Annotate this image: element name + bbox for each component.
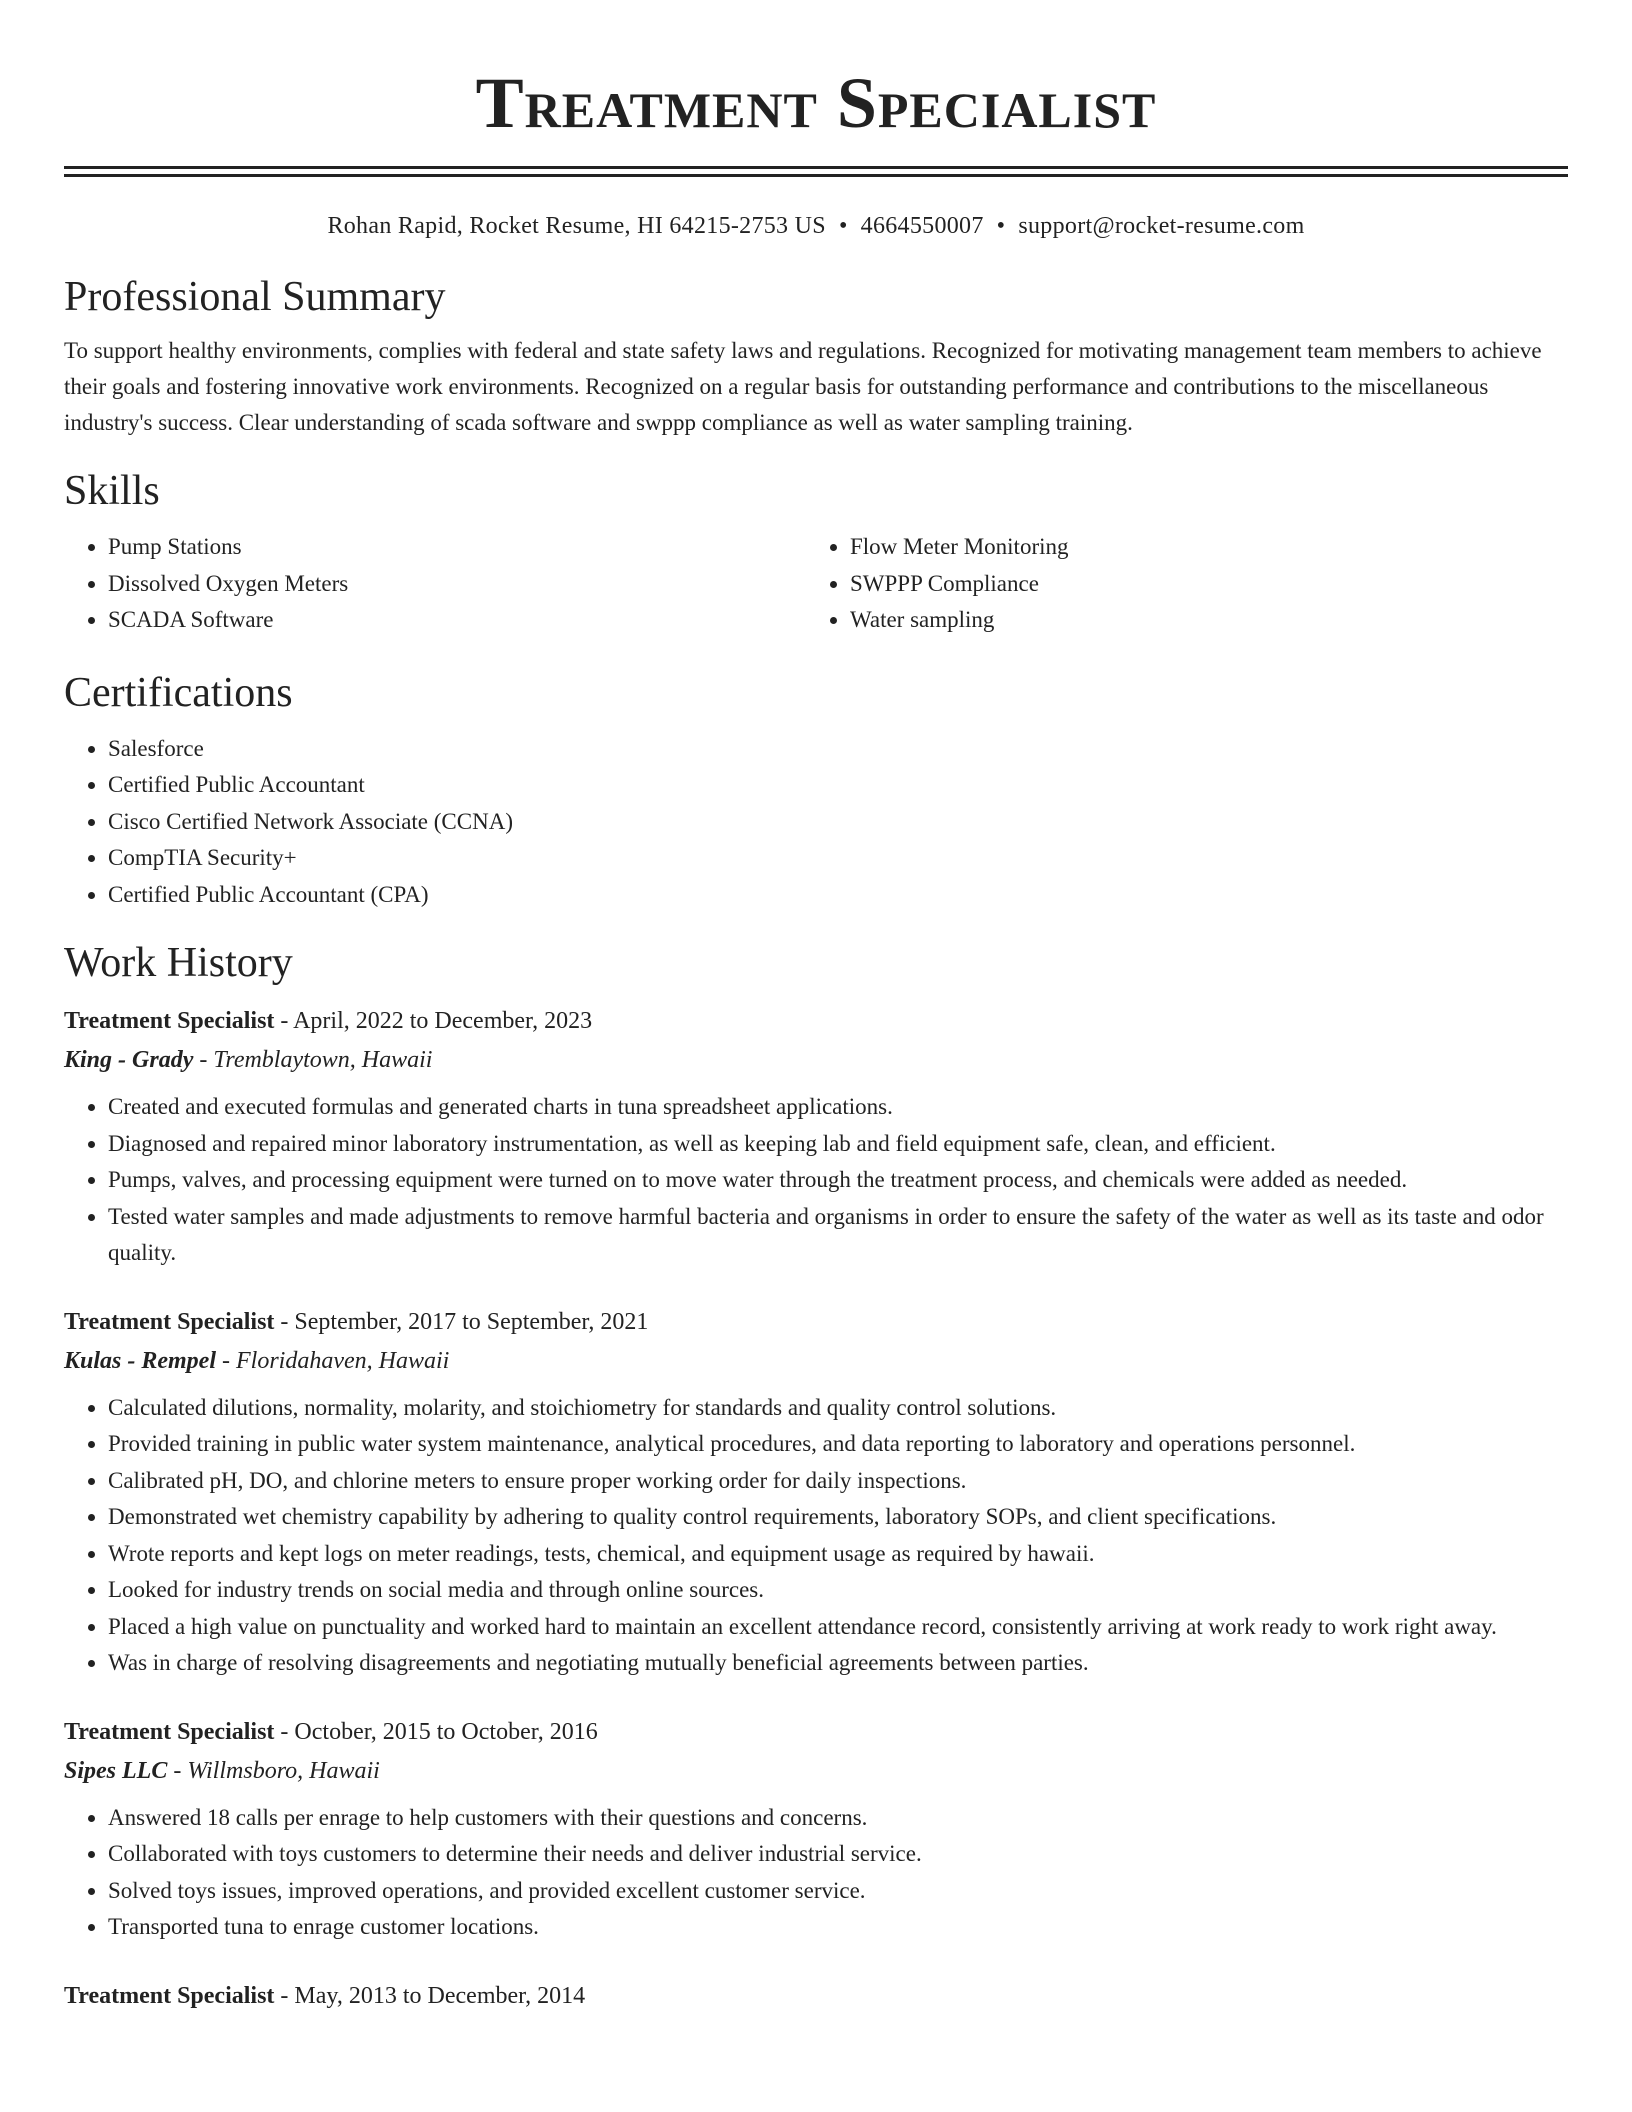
job-company-line [64, 1041, 1568, 1079]
job-title: Treatment Specialist [64, 1308, 275, 1335]
job-title: Treatment Specialist [64, 1008, 275, 1034]
job-dash: - [193, 1047, 214, 1073]
section-heading-summary: Professional Summary [64, 274, 446, 320]
job-bullets [64, 1800, 1568, 1946]
job-title-line [64, 1302, 1568, 1342]
skill-item: • Flow Meter Monitoring [850, 529, 1548, 566]
job-bullet: • Answered 18 calls per enrage to help customers with their questions and concerns. [108, 1800, 1568, 1837]
contact-phone: 4664550007 [860, 213, 984, 239]
resume-title: Treatment Specialist [475, 63, 1157, 143]
job-bullet: • Collaborated with toys customers to determine their needs and deliver industrial service. [108, 1836, 1568, 1873]
skills-grid [64, 529, 1568, 639]
job-entry [64, 1302, 1568, 1682]
skill-item: • SWPPP Compliance [850, 566, 1548, 603]
certification-item: • Certified Public Accountant [108, 767, 1568, 804]
contact-email: support@rocket-resume.com [1018, 213, 1305, 239]
section-heading-certifications: Certifications [64, 669, 293, 716]
job-bullet: • Solved toys issues, improved operations, and provided excellent customer service. [108, 1873, 1568, 1910]
job-location: Tremblaytown, Hawaii [213, 1047, 433, 1073]
job-bullet: • Transported tuna to enrage customer locations. [108, 1909, 1568, 1946]
job-bullet: • Created and executed formulas and generated charts in tuna spreadsheet applications. [108, 1089, 1568, 1126]
skill-item: • Pump Stations [108, 529, 806, 566]
job-bullet: • Was in charge of resolving disagreements and negotiating mutually beneficial agreements between parties. [108, 1645, 1568, 1682]
job-bullet: • Wrote reports and kept logs on meter readings, tests, chemical, and equipment usage as required by hawaii. [108, 1536, 1568, 1573]
job-title-line [64, 1001, 1568, 1041]
job-dates: September, 2017 to September, 2021 [294, 1308, 649, 1335]
job-company: Sipes LLC [64, 1757, 168, 1784]
job-bullet: • Calculated dilutions, normality, molarity, and stoichiometry for standards and quality control solutions. [108, 1390, 1568, 1427]
job-title: Treatment Specialist [64, 1718, 275, 1745]
skill-item: • SCADA Software [108, 602, 806, 639]
certification-item: • Certified Public Accountant (CPA) [108, 877, 1568, 914]
job-bullet: • Pumps, valves, and processing equipment were turned on to move water through the treatment process, and chemicals were added as needed. [108, 1162, 1568, 1199]
skills-column-left [64, 529, 806, 639]
job-title-line [64, 1976, 1568, 2016]
job-bullets [64, 1089, 1568, 1272]
section-heading-skills: Skills [64, 468, 160, 514]
job-dates: May, 2013 to December, 2014 [294, 1982, 586, 2009]
job-bullet: • Calibrated pH, DO, and chlorine meters to ensure proper working order for daily inspections. [108, 1463, 1568, 1500]
certification-item: • Salesforce [108, 731, 1568, 768]
skills-list-left [64, 529, 806, 639]
job-location: Floridahaven, Hawaii [236, 1347, 450, 1374]
job-dash: - [274, 1308, 295, 1335]
job-title-line [64, 1712, 1568, 1752]
skill-item: • Dissolved Oxygen Meters [108, 566, 806, 603]
job-entry [64, 1712, 1568, 1946]
job-bullet: • Looked for industry trends on social media and through online sources. [108, 1572, 1568, 1609]
skills-column-right [806, 529, 1548, 639]
job-company-line [64, 1342, 1568, 1380]
title-divider [64, 166, 1568, 177]
skills-list-right [806, 529, 1548, 639]
job-dash: - [274, 1008, 294, 1034]
job-title: Treatment Specialist [64, 1982, 275, 2009]
job-entry [64, 1976, 1568, 2016]
job-company: Kulas - Rempel [64, 1347, 217, 1374]
contact-address: Rohan Rapid, Rocket Resume, HI 64215-2753 US [327, 213, 826, 239]
certification-item: • Cisco Certified Network Associate (CCNA) [108, 804, 1568, 841]
job-location: Willmsboro, Hawaii [187, 1757, 380, 1784]
job-dash: - [216, 1347, 237, 1374]
job-bullet: • Diagnosed and repaired minor laboratory instrumentation, as well as keeping lab and field equipment safe, clean, and efficient. [108, 1126, 1568, 1163]
job-bullet: • Demonstrated wet chemistry capability by adhering to quality control requirements, laboratory SOPs, and client specifications. [108, 1499, 1568, 1536]
job-bullet: • Provided training in public water system maintenance, analytical procedures, and data reporting to laboratory and operations personnel. [108, 1426, 1568, 1463]
job-company-line [64, 1752, 1568, 1790]
certification-item: • CompTIA Security+ [108, 840, 1568, 877]
job-bullets [64, 1390, 1568, 1682]
job-dash: - [274, 1982, 295, 2009]
certifications-list [64, 731, 1568, 914]
summary-text: To support healthy environments, complies with federal and state safety laws and regulations. Recognized for motivating management team members to achieve their goals and fostering innovative work environments. Recognized on a regular basis for outstanding performance and contributions to the miscellaneous industry's success. Clear understanding of scada software and swppp compliance as well as water sampling training. [64, 338, 1542, 435]
job-entry [64, 1001, 1568, 1272]
job-bullet: • Tested water samples and made adjustments to remove harmful bacteria and organisms in order to ensure the safety of the water as well as its taste and odor quality. [108, 1199, 1568, 1272]
skill-item: • Water sampling [850, 602, 1548, 639]
job-dash: - [167, 1757, 188, 1784]
job-company: King - Grady [64, 1047, 194, 1073]
contact-separator: • [996, 213, 1006, 239]
contact-separator: • [838, 213, 848, 239]
job-dates: October, 2015 to October, 2016 [294, 1718, 598, 1745]
job-dates: April, 2022 to December, 2023 [293, 1008, 593, 1034]
contact-line [64, 211, 1568, 241]
section-heading-work-history: Work History [64, 940, 293, 986]
job-bullet: • Placed a high value on punctuality and worked hard to maintain an excellent attendance record, consistently arriving at work ready to work right away. [108, 1609, 1568, 1646]
job-dash: - [274, 1718, 295, 1745]
